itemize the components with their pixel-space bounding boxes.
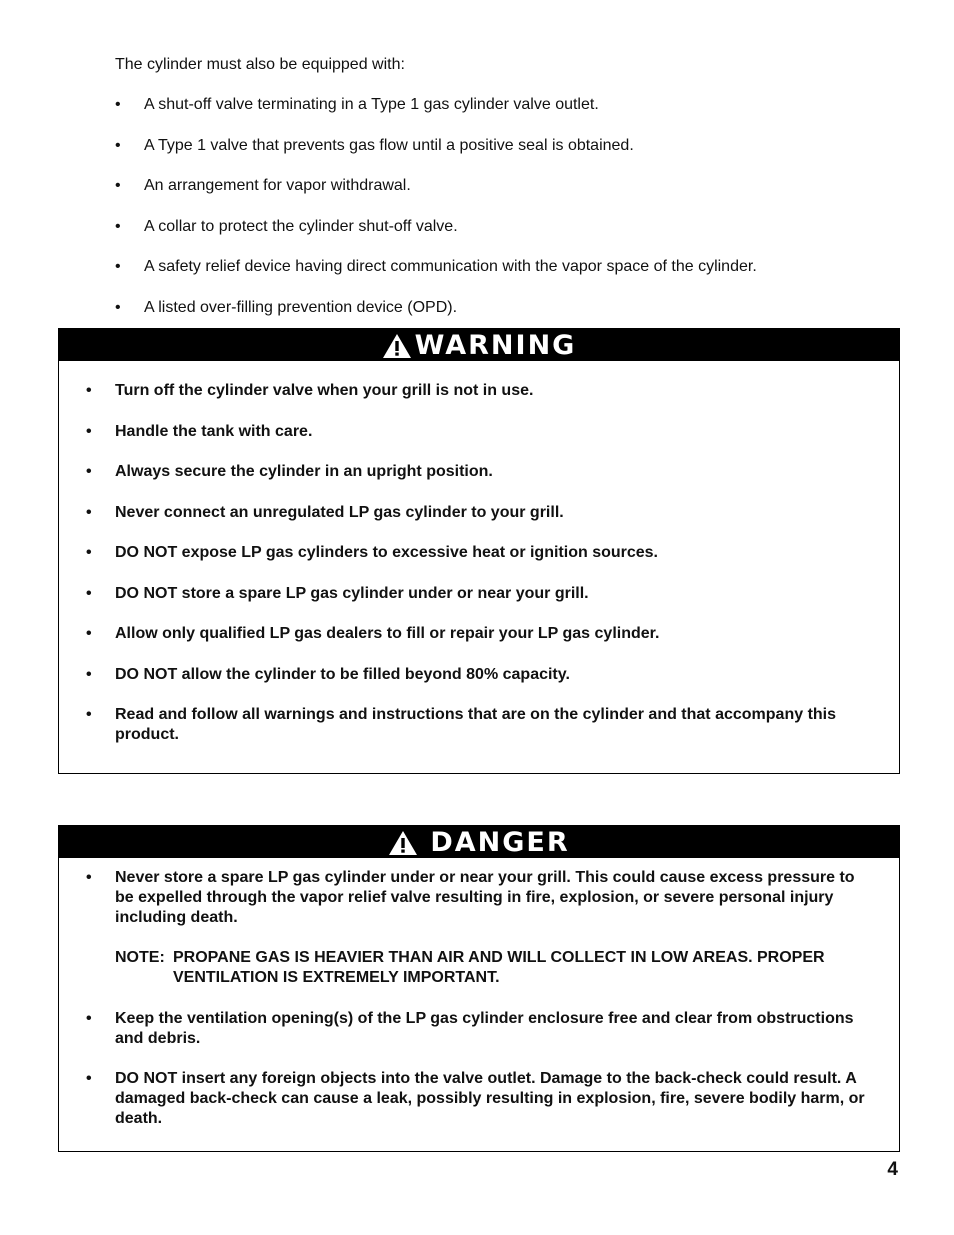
- warning-triangle-icon: [382, 333, 412, 359]
- list-item-text: Turn off the cylinder valve when your grill is not in use.: [115, 382, 534, 399]
- bullet: •: [86, 422, 92, 440]
- list-item: [115, 217, 895, 258]
- list-item: [115, 95, 895, 136]
- note-label: NOTE:: [115, 949, 165, 966]
- requirements-list: [115, 95, 895, 338]
- list-item-text: Read and follow all warnings and instructions that are on the cylinder and that accompany this product.: [115, 706, 837, 743]
- list-item-text: DO NOT allow the cylinder to be filled beyond 80% capacity.: [115, 665, 570, 683]
- list-item: [86, 665, 876, 685]
- bullet: •: [86, 463, 92, 480]
- danger-header: [59, 826, 899, 858]
- list-item-text: Handle the tank with care.: [115, 422, 313, 440]
- bullet: •: [115, 298, 121, 316]
- warning-box: [58, 328, 900, 774]
- intro-text: The cylinder must also be equipped with:: [115, 56, 405, 73]
- bullet: •: [86, 584, 92, 602]
- bullet: •: [86, 706, 92, 723]
- list-item-text: Never store a spare LP gas cylinder under or near your grill. This could cause excess pressure to be expelled through the vapor relief valve resulting in fire, explosion, or severe personal injury including death.: [115, 869, 855, 926]
- bullet: •: [86, 1009, 92, 1027]
- bullet: •: [86, 1070, 92, 1087]
- list-item: [115, 136, 895, 177]
- danger-list: [86, 868, 876, 1150]
- list-item-text: An arrangement for vapor withdrawal.: [144, 177, 411, 194]
- list-item-text: Always secure the cylinder in an upright position.: [115, 463, 493, 480]
- list-item-text: A listed over-filling prevention device (OPD).: [144, 298, 458, 316]
- list-item: [86, 503, 876, 523]
- list-item-text: A safety relief device having direct communication with the vapor space of the cylinder.: [144, 258, 757, 275]
- list-item: [115, 257, 895, 298]
- list-item-text: Never connect an unregulated LP gas cylinder to your grill.: [115, 503, 564, 521]
- list-item: [86, 624, 876, 644]
- bullet: •: [86, 382, 92, 399]
- list-item-text: Keep the ventilation opening(s) of the LP gas cylinder enclosure free and clear from obstructions and debris.: [115, 1009, 854, 1047]
- list-item: [86, 381, 876, 401]
- danger-box: [58, 825, 900, 1152]
- list-item: [86, 1009, 876, 1049]
- warning-title: WARNING: [414, 329, 577, 361]
- list-item-text: A collar to protect the cylinder shut-off valve.: [144, 217, 458, 235]
- list-item-text: DO NOT expose LP gas cylinders to excessive heat or ignition sources.: [115, 544, 658, 561]
- list-item: [86, 584, 876, 604]
- list-item: [86, 868, 876, 988]
- bullet: •: [86, 869, 92, 886]
- warning-header: [59, 329, 899, 361]
- list-item-text: A Type 1 valve that prevents gas flow until a positive seal is obtained.: [144, 136, 634, 154]
- warning-triangle-icon: [388, 830, 418, 856]
- note: [115, 948, 876, 988]
- warning-list: [86, 381, 876, 766]
- note-text: PROPANE GAS IS HEAVIER THAN AIR AND WILL COLLECT IN LOW AREAS. PROPER VENTILATION IS EXTREMELY IMPORTANT.: [173, 949, 825, 986]
- list-item: [86, 705, 876, 745]
- page-number: 4: [887, 1159, 898, 1180]
- bullet: •: [86, 544, 92, 561]
- bullet: •: [115, 258, 121, 275]
- list-item: [115, 176, 895, 217]
- bullet: •: [86, 665, 92, 683]
- list-item: [86, 1069, 876, 1129]
- list-item-text: A shut-off valve terminating in a Type 1 gas cylinder valve outlet.: [144, 96, 599, 113]
- list-item: [86, 543, 876, 563]
- list-item-text: DO NOT insert any foreign objects into the valve outlet. Damage to the back-check could result. A damaged back-check can cause a leak, possibly resulting in explosion, fire, severe bodily harm, or death.: [115, 1070, 865, 1127]
- list-item: [86, 462, 876, 482]
- bullet: •: [115, 217, 121, 235]
- bullet: •: [115, 177, 121, 194]
- list-item-text: Allow only qualified LP gas dealers to fill or repair your LP gas cylinder.: [115, 625, 660, 642]
- bullet: •: [115, 96, 121, 113]
- danger-title: DANGER: [430, 826, 570, 858]
- bullet: •: [86, 625, 92, 642]
- list-item-text: DO NOT store a spare LP gas cylinder under or near your grill.: [115, 584, 589, 602]
- bullet: •: [86, 503, 92, 521]
- list-item: [86, 422, 876, 442]
- bullet: •: [115, 136, 121, 154]
